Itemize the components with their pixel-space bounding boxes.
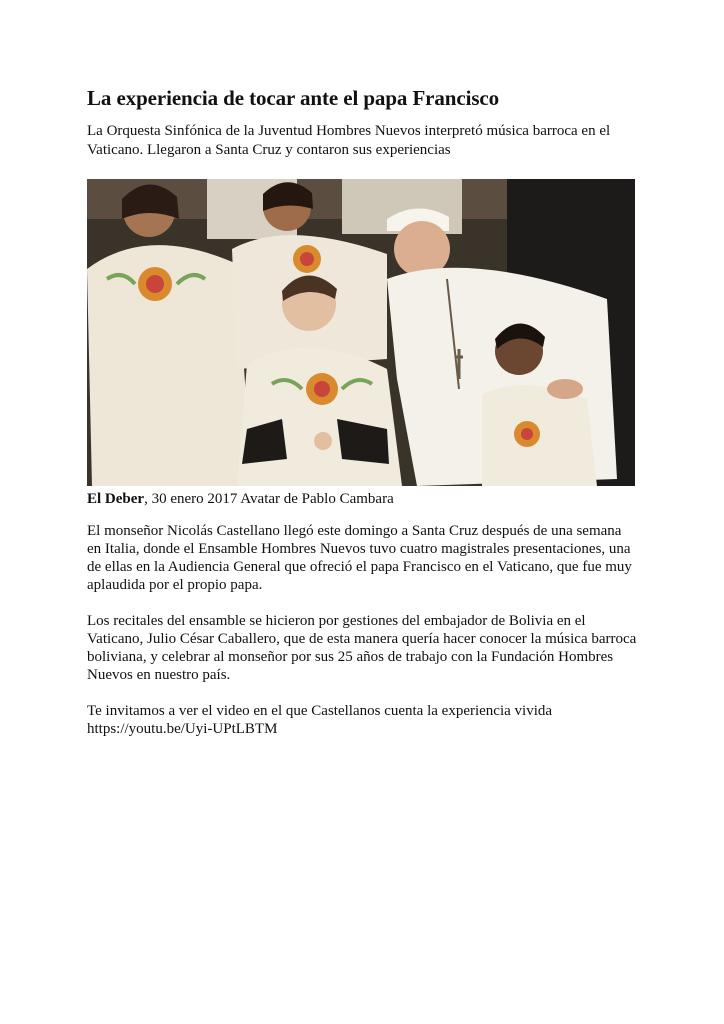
body-paragraph-1: El monseñor Nicolás Castellano llegó este domingo a Santa Cruz después de una semana en Italia, donde el Ensamble Hombres Nuevos tuvo cuatro magistrales presentaciones, una de ellas en la Audiencia General que ofreció el papa Francisco en el Vaticano, que fue muy aplaudida por el propio papa.	[87, 523, 632, 593]
video-link[interactable]: https://youtu.be/Uyi-UPtLBTM	[87, 721, 278, 737]
closing-paragraph	[87, 702, 637, 738]
article-photo	[87, 179, 635, 486]
caption-source: El Deber	[87, 491, 145, 507]
article-title: La experiencia de tocar ante el papa Francisco	[87, 86, 500, 110]
photo-caption	[87, 490, 637, 509]
article-lede: La Orquesta Sinfónica de la Juventud Hombres Nuevos interpretó música barroca en el Vaticano. Llegaron a Santa Cruz y contaron sus experiencias	[87, 123, 611, 158]
article	[87, 84, 637, 738]
caption-details: , 30 enero 2017 Avatar de Pablo Cambara	[144, 491, 394, 507]
body-paragraph-2: Los recitales del ensamble se hicieron por gestiones del embajador de Bolivia en el Vaticano, Julio César Caballero, que de esta manera quería hacer conocer la música barroca boliviana, y celebrar al monseñor por sus 25 años de trabajo con la Fundación Hombres Nuevos en nuestro país.	[87, 613, 637, 683]
closing-text: Te invitamos a ver el video en el que Castellanos cuenta la experiencia vivida	[87, 703, 553, 719]
